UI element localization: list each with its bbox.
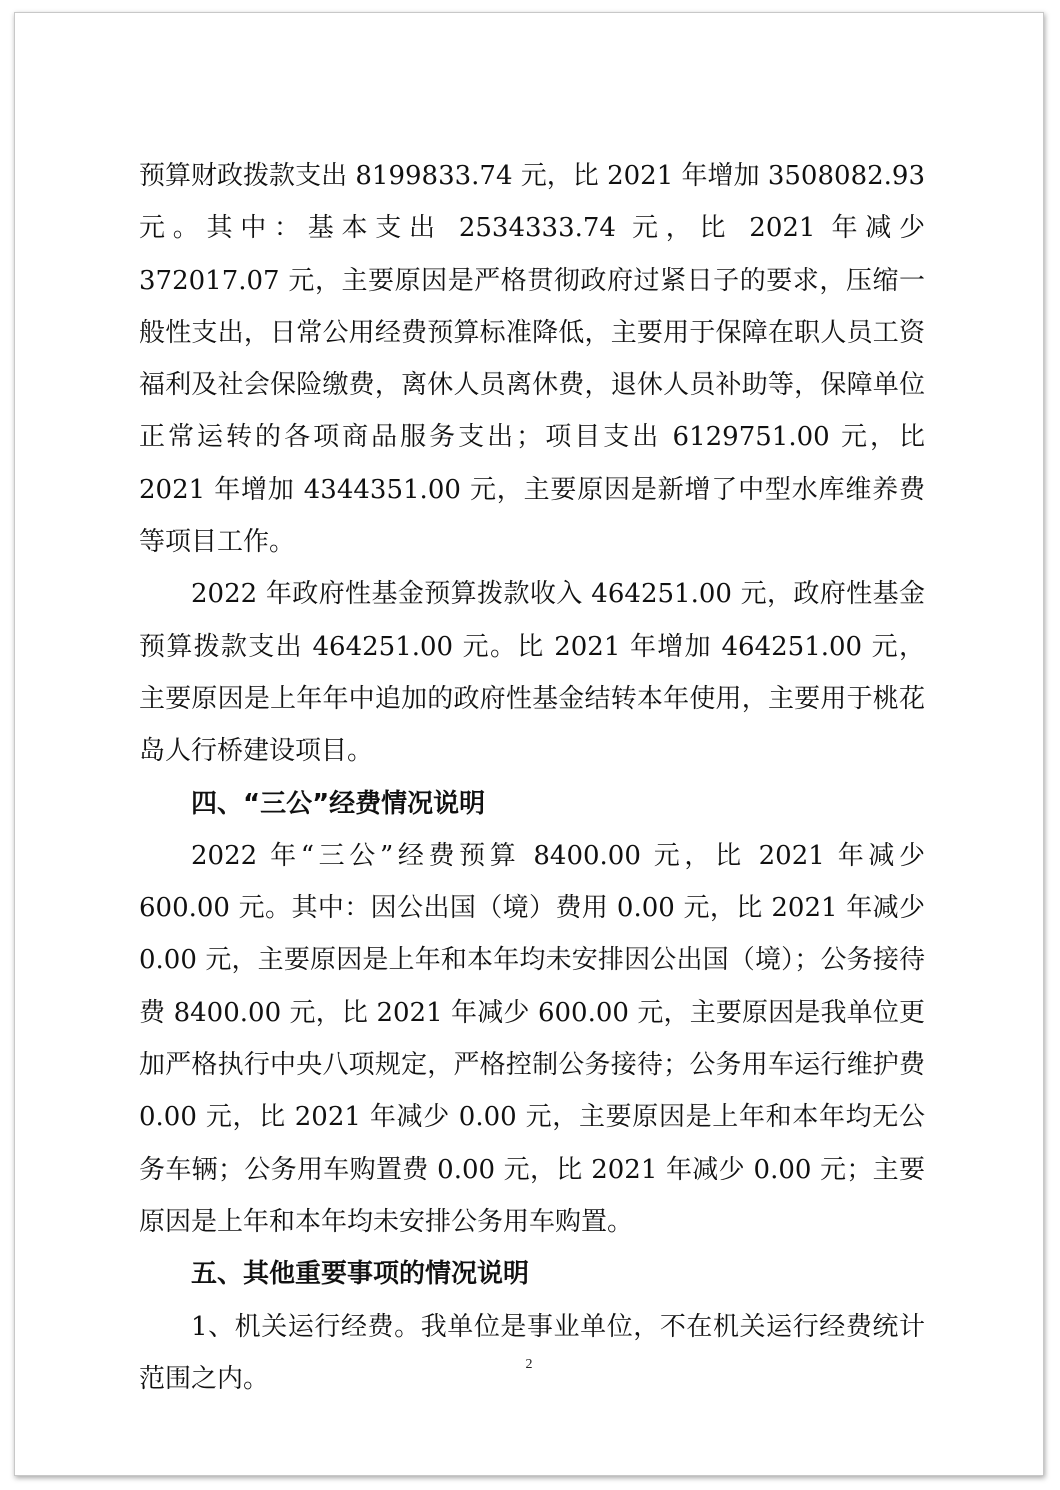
- paragraph-operating-funds: 1、机关运行经费。我单位是事业单位，不在机关运行经费统计范围之内。: [139, 1311, 925, 1394]
- document-body: [139, 150, 925, 1405]
- document-page: [14, 12, 1044, 1476]
- paragraph-government-fund: 2022 年政府性基金预算拨款收入 464251.00 元，政府性基金预算拨款支出 464251.00 元。比 2021 年增加 464251.00 元，主要原因是上年年中追加的政府性基金结转本年使用，主要用于桃花岛人行桥建设项目。: [139, 579, 925, 767]
- paragraph-budget-expenditure: 预算财政拨款支出 8199833.74 元，比 2021 年增加 3508082.93 元。其中：基本支出 2534333.74 元，比 2021 年减少 372017.07 元，主要原因是严格贯彻政府过紧日子的要求，压缩一般性支出，日常公用经费预算标准降低，主要用于保障在职人员工资福利及社会保险缴费，离休人员离休费，退休人员补助等，保障单位正常运转的各项商品服务支出；项目支出 6129751.00 元，比 2021 年增加 4344351.00 元，主要原因是新增了中型水库维养费等项目工作。: [139, 161, 925, 558]
- page-number: 2: [525, 1357, 533, 1372]
- heading-other-matters: 五、其他重要事项的情况说明: [191, 1259, 530, 1290]
- paragraph-three-public-expenses: 2022 年“三公”经费预算 8400.00 元，比 2021 年减少 600.00 元。其中：因公出国（境）费用 0.00 元，比 2021 年减少 0.00 元，主要原因是上年和本年均未安排因公出国（境）；公务接待费 8400.00 元，比 2021 年减少 600.00 元，主要原因是我单位更加严格执行中央八项规定，严格控制公务接待；公务用车运行维护费 0.00 元，比 2021 年减少 0.00 元，主要原因是上年和本年均无公务车辆；公务用车购置费 0.00 元，比 2021 年减少 0.00 元；主要原因是上年和本年均未安排公务用车购置。: [139, 840, 925, 1237]
- heading-three-public-expenses: 四、“三公”经费情况说明: [191, 788, 486, 819]
